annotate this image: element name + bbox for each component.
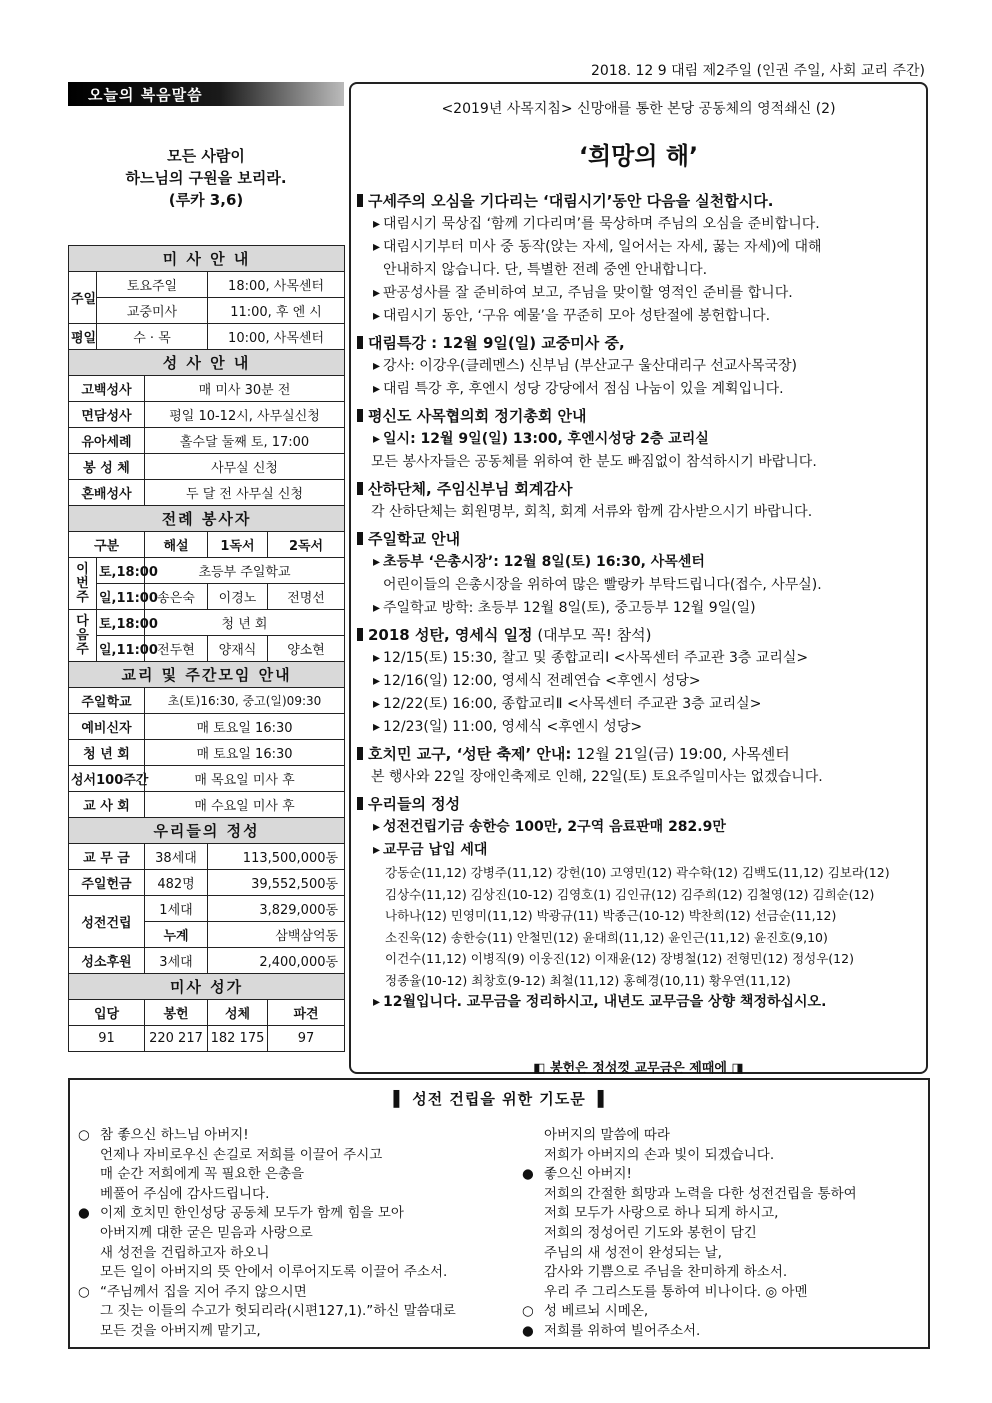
sacrament-value: 사무실 신청 bbox=[145, 454, 345, 480]
prayer-line bbox=[78, 1185, 456, 1205]
notice-title: ‘희망의 해’ bbox=[578, 142, 699, 170]
hymn-header: 봉헌 bbox=[145, 1000, 208, 1026]
prayer-text: 우리 주 그리스도를 통하여 비나이다. ◎ 아멘 bbox=[544, 1283, 808, 1300]
mass-when: 수 · 목 bbox=[97, 324, 208, 350]
section-heading-note: 12월 21일(금) 19:00, 사목센터 bbox=[571, 745, 790, 763]
prayer-line bbox=[522, 1146, 857, 1166]
filled-circle-icon: ● bbox=[78, 1205, 90, 1222]
first-reader: 이경노 bbox=[208, 584, 268, 610]
doctrine-title: 교리 및 주간모임 안내 bbox=[69, 662, 345, 688]
prayer-line bbox=[522, 1204, 857, 1224]
notice-item: ▸ 대림시기부터 미사 중 동작(앉는 자세, 일어서는 자세, 꿇는 자세)에 대해 bbox=[357, 236, 929, 259]
prayer-line bbox=[78, 1263, 456, 1283]
second-reader: 전명선 bbox=[268, 584, 345, 610]
notice-item: ▸ 12/22(토) 16:00, 종합교리Ⅱ <사목센터 주교관 3층 교리실> bbox=[357, 693, 929, 716]
doctrine-value: 초(토)16:30, 중고(일)09:30 bbox=[145, 688, 345, 714]
doctrine-value: 매 수요일 미사 후 bbox=[145, 792, 345, 818]
notice-item: ▸ 대림시기 묵상집 ‘함께 기다리며’를 묵상하며 주님의 오심을 준비합니다. bbox=[357, 213, 929, 236]
prayer-line bbox=[522, 1126, 857, 1146]
sacrament-label: 봉 성 체 bbox=[69, 454, 145, 480]
notice-item: ▸ 12월입니다. 교무금을 정리하시고, 내년도 교무금을 상향 책정하십시오. bbox=[357, 991, 929, 1014]
liturgy-time: 일,11:00 bbox=[97, 636, 145, 662]
prayer-line bbox=[522, 1244, 857, 1264]
section-heading: 주일학교 안내 bbox=[357, 528, 929, 551]
liturgy-time: 일,11:00 bbox=[97, 584, 145, 610]
commentator: 송은숙 bbox=[145, 584, 208, 610]
second-reader: 양소현 bbox=[268, 636, 345, 662]
offering-count: 482명 bbox=[145, 870, 208, 896]
sacrament-value: 평일 10-12시, 사무실신청 bbox=[145, 402, 345, 428]
doctrine-label: 성서100주간 bbox=[69, 766, 145, 792]
prayer-line bbox=[78, 1224, 456, 1244]
household-names: 나하나(12) 민영미(11,12) 박광규(11) 박종근(10-12) 박찬희(12) 선금순(11,12) bbox=[385, 908, 837, 923]
prayer-text: 참 좋으신 하느님 아버지! bbox=[100, 1127, 249, 1143]
gospel-heading: 오늘의 복음말씀 bbox=[68, 82, 344, 106]
prayer-text: 좋으신 아버지! bbox=[544, 1166, 632, 1183]
hymn-header: 성체 bbox=[208, 1000, 268, 1026]
open-circle-icon: ○ bbox=[78, 1283, 90, 1300]
prayer-text: 모든 것을 아버지께 맡기고, bbox=[100, 1322, 261, 1339]
prayer-left-column bbox=[78, 1126, 456, 1342]
notice-item: ▸ 초등부 ‘은총시장’: 12월 8일(토) 16:30, 사목센터 bbox=[357, 551, 929, 574]
prayer-text: 베풀어 주심에 감사드립니다. bbox=[100, 1185, 270, 1202]
offering-label: 성소후원 bbox=[69, 948, 145, 974]
weekday-label: 평일 bbox=[69, 324, 97, 350]
prayer-line bbox=[78, 1126, 456, 1146]
doctrine-label: 예비신자 bbox=[69, 714, 145, 740]
notice-item: ▸ 성전건립기금 송한승 100만, 2구역 음료판매 282.9만 bbox=[357, 816, 929, 839]
notice-box bbox=[349, 82, 928, 1074]
prayer-text: 아버지의 말씀에 따라 bbox=[544, 1127, 670, 1143]
sacrament-value: 매 미사 30분 전 bbox=[145, 376, 345, 402]
offering-count: 3세대 bbox=[145, 948, 208, 974]
notice-item: ▸ 강사: 이강우(클레멘스) 신부님 (부산교구 울산대리구 선교사목국장) bbox=[357, 355, 929, 378]
prayer-text: 저희가 아버지의 손과 빛이 되겠습니다. bbox=[544, 1146, 775, 1163]
notice-body bbox=[357, 186, 929, 1014]
household-names: 소진욱(12) 송한승(11) 안철민(12) 윤대희(11,12) 윤인근(11,12) 윤진호(9,10) bbox=[385, 929, 828, 945]
liturgy-time: 토,18:00 bbox=[97, 610, 145, 636]
offering-count: 38세대 bbox=[145, 844, 208, 870]
pastoral-guideline: <2019년 사목지침> 신망애를 통한 본당 공동체의 영적쇄신 (2) bbox=[441, 101, 836, 117]
prayer-line bbox=[78, 1322, 456, 1342]
sacrament-value: 홀수달 둘째 토, 17:00 bbox=[145, 428, 345, 454]
prayer-line bbox=[78, 1244, 456, 1264]
offering-label: 교 무 금 bbox=[69, 844, 145, 870]
notice-item: ▸ 대림시기 동안, ‘구유 예물’을 꾸준히 모아 성탄절에 봉헌합니다. bbox=[357, 305, 929, 328]
prayer-line bbox=[522, 1302, 857, 1322]
offering-amount: 2,400,000동 bbox=[208, 948, 345, 974]
sacrament-title: 성 사 안 내 bbox=[69, 350, 345, 376]
prayer-line bbox=[78, 1283, 456, 1303]
doctrine-value: 매 목요일 미사 후 bbox=[145, 766, 345, 792]
hymn-number: 91 bbox=[69, 1026, 145, 1052]
hymn-header: 파견 bbox=[268, 1000, 345, 1026]
open-circle-icon: ○ bbox=[78, 1127, 90, 1143]
sacrament-label: 면담성사 bbox=[69, 402, 145, 428]
prayer-text: 새 성전을 건립하고자 하오니 bbox=[100, 1244, 270, 1261]
this-week-label: 이번주 bbox=[69, 558, 97, 610]
offering-count: 1세대 bbox=[145, 896, 208, 922]
notice-item: ▸ 판공성사를 잘 준비하여 보고, 주님을 맞이할 영적인 준비를 합니다. bbox=[357, 282, 929, 305]
filled-circle-icon: ● bbox=[522, 1322, 534, 1339]
notice-text: 안내하지 않습니다. 단, 특별한 전례 중엔 안내합니다. bbox=[383, 262, 708, 278]
prayer-box bbox=[68, 1078, 930, 1349]
mass-schedule-title: 미 사 안 내 bbox=[69, 246, 345, 272]
prayer-text: 성 베르뇌 시메온, bbox=[544, 1303, 649, 1320]
sacrament-label: 유아세례 bbox=[69, 428, 145, 454]
household-names: 정종율(10-12) 최창호(9-12) 최철(11,12) 홍혜경(10,11) 황우연(11,12) bbox=[385, 972, 791, 988]
mass-time: 18:00, 사목센터 bbox=[208, 272, 345, 298]
prayer-line bbox=[522, 1165, 857, 1185]
liturgy-group: 청 년 회 bbox=[145, 610, 345, 636]
prayer-text: 언제나 자비로우신 손길로 저희를 이끌어 주시고 bbox=[100, 1146, 383, 1163]
mass-time: 11:00, 후 엔 시 bbox=[208, 298, 345, 324]
section-heading bbox=[357, 743, 929, 766]
prayer-line bbox=[522, 1263, 857, 1283]
section-heading bbox=[357, 624, 929, 647]
notice-item: ▸ 12/16(일) 12:00, 영세식 전례연습 <후엔시 성당> bbox=[357, 670, 929, 693]
prayer-line bbox=[522, 1283, 857, 1303]
household-names: 이건수(11,12) 이병직(9) 이웅진(12) 이재윤(12) 장병철(12) 전형민(12) 정성우(12) bbox=[385, 951, 854, 966]
gospel-line: 모든 사람이 bbox=[167, 147, 245, 165]
prayer-line bbox=[522, 1185, 857, 1205]
offering-amount: 113,500,000동 bbox=[208, 844, 345, 870]
prayer-text: 저희를 위하여 빌어주소서. bbox=[544, 1322, 701, 1339]
open-circle-icon: ○ bbox=[522, 1303, 534, 1320]
household-names: 강동순(11,12) 강병주(11,12) 강헌(10) 고영민(12) 곽수학(12) 김백도(11,12) 김보라(12) bbox=[385, 865, 890, 880]
filled-circle-icon: ● bbox=[522, 1166, 534, 1183]
notice-text: 모든 봉사자들은 공동체를 위하여 한 분도 빠짐없이 참석하시기 바랍니다. bbox=[371, 454, 817, 470]
prayer-text: 주님의 새 성전이 완성되는 날, bbox=[544, 1244, 722, 1261]
parish-info-table bbox=[68, 245, 345, 1052]
notice-item: ▸ 교무금 납입 세대 bbox=[357, 839, 929, 862]
prayer-text: “주님께서 집을 지어 주지 않으시면 bbox=[100, 1283, 307, 1300]
prayer-text: 아버지께 대한 굳은 믿음과 사랑으로 bbox=[100, 1224, 313, 1241]
next-week-label: 다음주 bbox=[69, 610, 97, 662]
liturgy-header: 2독서 bbox=[268, 532, 345, 558]
section-heading: 대림특강 : 12월 9일(일) 교중미사 중, bbox=[357, 332, 929, 355]
liturgy-time: 토,18:00 bbox=[97, 558, 145, 584]
mass-when: 교중미사 bbox=[97, 298, 208, 324]
notice-item: ▸ 12/15(토) 15:30, 찰고 및 종합교리Ⅰ <사목센터 주교관 3층 교리실> bbox=[357, 647, 929, 670]
section-heading: 평신도 사목협의회 정기총회 안내 bbox=[357, 405, 929, 428]
offering-amount: 3,829,000동 bbox=[208, 896, 345, 922]
notice-item: ▸ 주일학교 방학: 초등부 12월 8일(토), 중고등부 12월 9일(일) bbox=[357, 597, 929, 620]
doctrine-value: 매 토요일 16:30 bbox=[145, 740, 345, 766]
liturgy-header: 해설 bbox=[145, 532, 208, 558]
gospel-verse bbox=[68, 145, 344, 211]
doctrine-label: 청 년 회 bbox=[69, 740, 145, 766]
notice-footer: ◧ 봉헌은 정성껏 교무금은 제때에 ◨ bbox=[533, 1061, 744, 1076]
mass-when: 토요주일 bbox=[97, 272, 208, 298]
section-heading: 산하단체, 주임신부님 회계감사 bbox=[357, 478, 929, 501]
first-reader: 양재식 bbox=[208, 636, 268, 662]
doctrine-label: 주일학교 bbox=[69, 688, 145, 714]
prayer-title: ▌ 성전 건립을 위한 기도문 ▐ bbox=[393, 1090, 605, 1108]
hymn-number: 97 bbox=[268, 1026, 345, 1052]
hymn-number: 220 217 bbox=[145, 1026, 208, 1052]
notice-text: 각 산하단체는 회원명부, 회칙, 회계 서류와 함께 감사받으시기 바랍니다. bbox=[371, 504, 813, 520]
prayer-text: 감사와 기쁨으로 주님을 찬미하게 하소서. bbox=[544, 1264, 788, 1281]
prayer-text: 저희 모두가 사랑으로 하나 되게 하시고, bbox=[544, 1205, 779, 1222]
notice-text: 어린이들의 은총시장을 위하여 많은 빨랑카 부탁드립니다(접수, 사무실). bbox=[383, 577, 822, 593]
doctrine-value: 매 토요일 16:30 bbox=[145, 714, 345, 740]
section-heading-text: 2018 성탄, 영세식 일정 bbox=[368, 626, 533, 644]
mass-time: 10:00, 사목센터 bbox=[208, 324, 345, 350]
gospel-line: 하느님의 구원을 보리라. bbox=[125, 169, 287, 187]
notice-text: 본 행사와 22일 장애인축제로 인해, 22일(토) 토요주일미사는 없겠습니다. bbox=[371, 769, 823, 785]
liturgy-header: 구분 bbox=[69, 532, 145, 558]
liturgy-group: 초등부 주일학교 bbox=[145, 558, 345, 584]
doctrine-label: 교 사 회 bbox=[69, 792, 145, 818]
section-heading: 구세주의 오심을 기다리는 ‘대림시기’동안 다음을 실천합시다. bbox=[357, 190, 929, 213]
prayer-line bbox=[522, 1322, 857, 1342]
household-names: 김상수(11,12) 김상진(10-12) 김영호(1) 김인규(12) 김주희(12) 김철영(12) 김희순(12) bbox=[385, 886, 875, 902]
prayer-line bbox=[78, 1146, 456, 1166]
sunday-label: 주일 bbox=[69, 272, 97, 324]
liturgy-header: 1독서 bbox=[208, 532, 268, 558]
sacrament-label: 고백성사 bbox=[69, 376, 145, 402]
prayer-text: 저희의 정성어린 기도와 봉헌이 담긴 bbox=[544, 1224, 757, 1241]
prayer-text: 저희의 간절한 희망과 노력을 다한 성전건립을 통하여 bbox=[544, 1185, 857, 1202]
building-fund-label: 성전건립 bbox=[69, 896, 145, 948]
prayer-line bbox=[78, 1204, 456, 1224]
gospel-reference: (루카 3,6) bbox=[168, 191, 244, 209]
commentator: 전두현 bbox=[145, 636, 208, 662]
sacrament-value: 두 달 전 사무실 신청 bbox=[145, 480, 345, 506]
notice-item: ▸ 대림 특강 후, 후엔시 성당 강당에서 점심 나눔이 있을 계획입니다. bbox=[357, 378, 929, 401]
liturgy-title: 전례 봉사자 bbox=[69, 506, 345, 532]
prayer-text: 이제 호치민 한인성당 공동체 모두가 함께 힘을 모아 bbox=[100, 1205, 404, 1222]
offering-title: 우리들의 정성 bbox=[69, 818, 345, 844]
notice-item: ▸ 일시: 12월 9일(일) 13:00, 후엔시성당 2층 교리실 bbox=[357, 428, 929, 451]
notice-item: ▸ 12/23(일) 11:00, 영세식 <후엔시 성당> bbox=[357, 716, 929, 739]
hymn-header: 입당 bbox=[69, 1000, 145, 1026]
offering-count: 누계 bbox=[145, 922, 208, 948]
prayer-text: 그 짓는 이들의 수고가 헛되리라(시편127,1).”하신 말씀대로 bbox=[100, 1303, 456, 1320]
prayer-line bbox=[78, 1165, 456, 1185]
hymn-number: 182 175 bbox=[208, 1026, 268, 1052]
hymns-title: 미사 성가 bbox=[69, 974, 345, 1000]
offering-label: 주일헌금 bbox=[69, 870, 145, 896]
prayer-line bbox=[78, 1302, 456, 1322]
prayer-text: 모든 일이 아버지의 뜻 안에서 이루어지도록 이끌어 주소서. bbox=[100, 1264, 448, 1281]
prayer-line bbox=[522, 1224, 857, 1244]
prayer-text: 매 순간 저희에게 꼭 필요한 은총을 bbox=[100, 1166, 305, 1183]
prayer-right-column bbox=[522, 1126, 857, 1342]
bulletin-date: 2018. 12 9 대림 제2주일 (인권 주일, 사회 교리 주간) bbox=[591, 63, 925, 79]
section-heading-note: (대부모 꼭! 참석) bbox=[532, 626, 652, 644]
section-heading: 우리들의 정성 bbox=[357, 793, 929, 816]
offering-amount: 삼백삼억동 bbox=[208, 922, 345, 948]
section-heading-text: 호치민 교구, ‘성탄 축제’ 안내: bbox=[368, 745, 572, 763]
offering-amount: 39,552,500동 bbox=[208, 870, 345, 896]
sacrament-label: 혼배성사 bbox=[69, 480, 145, 506]
